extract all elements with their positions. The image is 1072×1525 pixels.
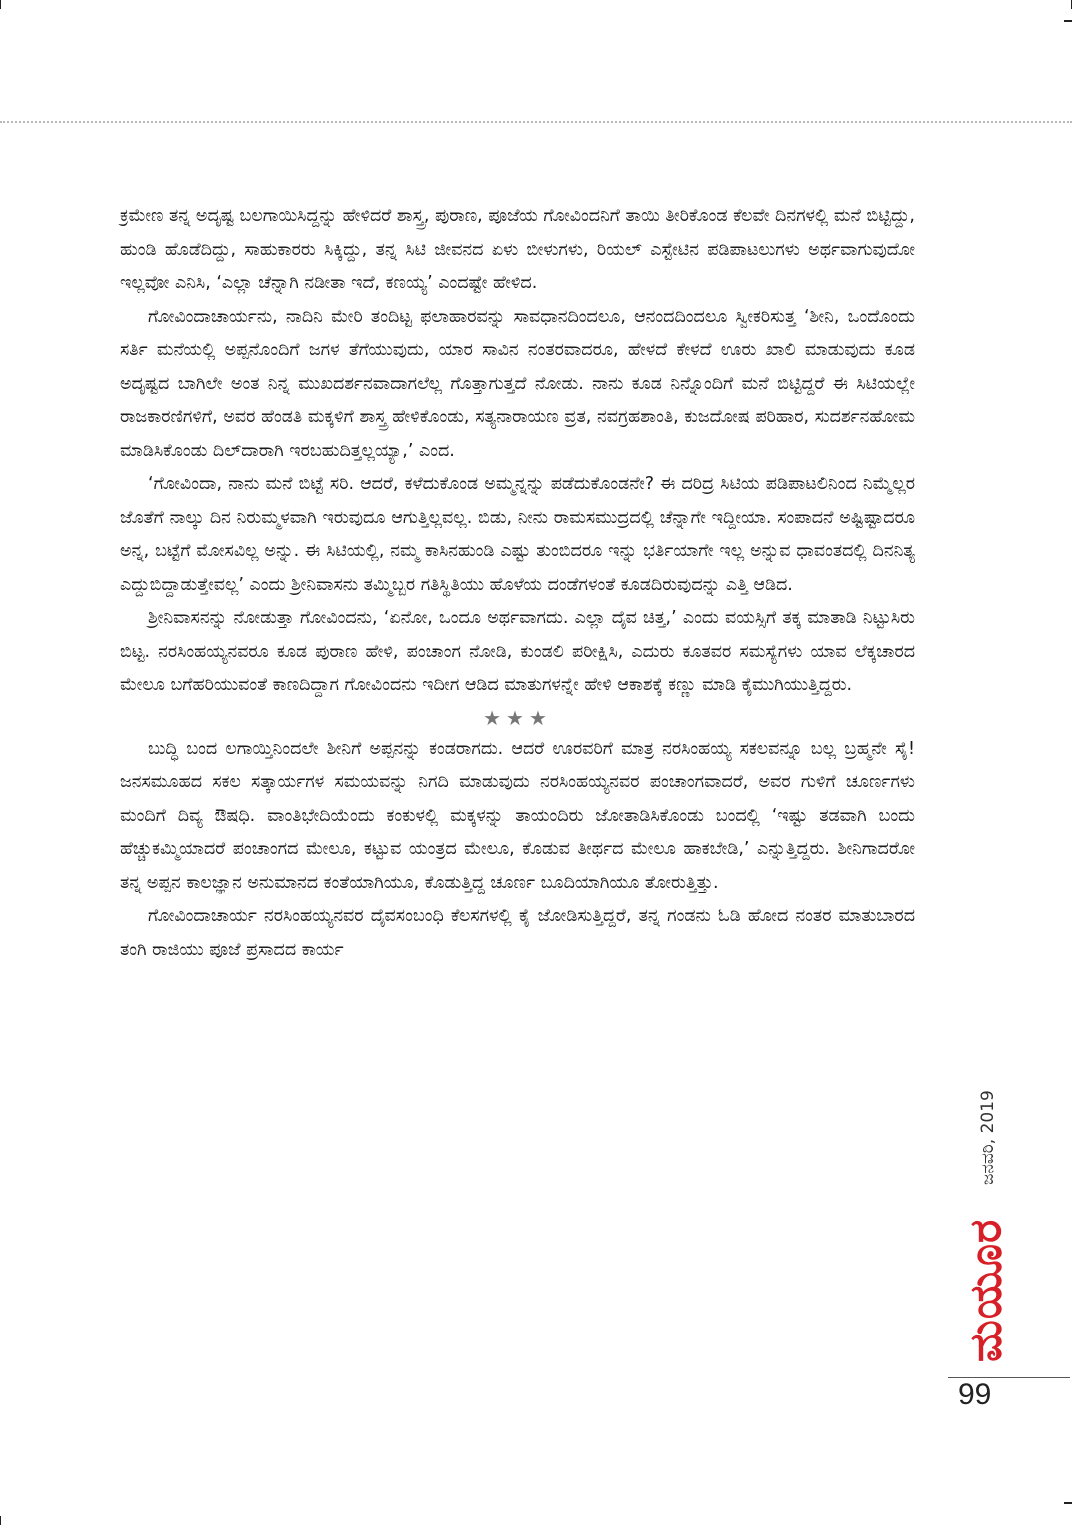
paragraph-3: ‘ಗೋವಿಂದಾ, ನಾನು ಮನೆ ಬಿಟ್ಟೆ ಸರಿ. ಆದರೆ, ಕಳೆದುಕೊಂಡ ಅಮ್ಮನ್ನನ್ನು ಪಡೆದುಕೊಂಡನೇ? ಈ ದರಿದ್ರ ಸಿಟಿಯ ಪಡಿಪಾಟಲಿನಿಂದ ನಿಮ್ಮೆಲ್ಲರ ಜೊತೆಗೆ ನಾಲ್ಕು ದಿನ ನಿರುಮ್ಮಳವಾಗಿ ಇರುವುದೂ ಆಗುತ್ತಿಲ್ಲವಲ್ಲ. ಬಿಡು, ನೀನು ರಾಮಸಮುದ್ರದಲ್ಲಿ ಚೆನ್ನಾಗೇ ಇದ್ದೀಯಾ. ಸಂಪಾದನೆ ಅಷ್ಟಿಷ್ಟಾದರೂ ಅನ್ನ, ಬಟ್ಟೆಗೆ ಮೋಸವಿಲ್ಲ ಅನ್ನು. ಈ ಸಿಟಿಯಲ್ಲಿ, ನಮ್ಮ ಕಾಸಿನಹುಂಡಿ ಎಷ್ಟು ತುಂಬಿದರೂ ಇನ್ನು ಭರ್ತಿಯಾಗೇ ಇಲ್ಲ ಅನ್ನುವ ಧಾವಂತದಲ್ಲಿ ದಿನನಿತ್ಯ ಎದ್ದುಬಿದ್ದಾಡುತ್ತೇವಲ್ಲ’ ಎಂದು ಶ್ರೀನಿವಾಸನು ತಮ್ಮಿಬ್ಬರ ಗತಿಸ್ಥಿತಿಯು ಹೊಳೆಯ ದಂಡೆಗಳಂತೆ ಕೂಡದಿರುವುದನ್ನು ಎತ್ತಿ ಆಡಿದ. [120,474,915,595]
section-separator: ★★★ [483,705,552,730]
page-number: 99 [958,1378,992,1411]
article-body [120,200,915,967]
crop-mark-top-left [0,0,1,9]
issue-date: ಜನವರಿ, 2019 [978,1090,998,1185]
crop-mark-right-lower [1064,1502,1072,1504]
dotted-rule [0,121,1072,123]
crop-mark-right-upper [1064,20,1072,22]
paragraph-4: ಶ್ರೀನಿವಾಸನನ್ನು ನೋಡುತ್ತಾ ಗೋವಿಂದನು, ‘ಏನೋ, ಒಂದೂ ಅರ್ಥವಾಗದು. ಎಲ್ಲಾ ದೈವ ಚಿತ್ತ,’ ಎಂದು ವಯಸ್ಸಿಗೆ ತಕ್ಕ ಮಾತಾಡಿ ನಿಟ್ಟುಸಿರು ಬಿಟ್ಟ. ನರಸಿಂಹಯ್ಯನವರೂ ಕೂಡ ಪುರಾಣ ಹೇಳಿ, ಪಂಚಾಂಗ ನೋಡಿ, ಕುಂಡಲಿ ಪರೀಕ್ಷಿಸಿ, ಎದುರು ಕೂತವರ ಸಮಸ್ಯೆಗಳು ಯಾವ ಲೆಕ್ಕಚಾರದ ಮೇಲೂ ಬಗೆಹರಿಯುವಂತೆ ಕಾಣದಿದ್ದಾಗ ಗೋವಿಂದನು ಇದೀಗ ಆಡಿದ ಮಾತುಗಳನ್ನೇ ಹೇಳಿ ಆಕಾಶಕ್ಕೆ ಕಣ್ಣು ಮಾಡಿ ಕೈಮುಗಿಯುತ್ತಿದ್ದರು. [120,608,915,695]
paragraph-6: ಗೋವಿಂದಾಚಾರ್ಯ ನರಸಿಂಹಯ್ಯನವರ ದೈವಸಂಬಂಧಿ ಕೆಲಸಗಳಲ್ಲಿ ಕೈ ಜೋಡಿಸುತ್ತಿದ್ದರೆ, ತನ್ನ ಗಂಡನು ಓಡಿ ಹೋದ ನಂತರ ಮಾತುಬಾರದ ತಂಗಿ ರಾಜಿಯು ಪೂಜೆ ಪ್ರಸಾದದ ಕಾರ್ಯ [120,906,915,960]
crop-mark-bottom-left [0,1516,1,1525]
magazine-logo: ಮಯೂರ [960,1218,1012,1362]
paragraph-5: ಬುದ್ಧಿ ಬಂದ ಲಗಾಯ್ತಿನಿಂದಲೇ ಶೀನಿಗೆ ಅಪ್ಪನನ್ನು ಕಂಡರಾಗದು. ಆದರೆ ಊರವರಿಗೆ ಮಾತ್ರ ನರಸಿಂಹಯ್ಯ ಸಕಲವನ್ನೂ ಬಲ್ಲ ಬ್ರಹ್ಮನೇ ಸೈ! ಜನಸಮೂಹದ ಸಕಲ ಸತ್ಕಾರ್ಯಗಳ ಸಮಯವನ್ನು ನಿಗದಿ ಮಾಡುವುದು ನರಸಿಂಹಯ್ಯನವರ ಪಂಚಾಂಗವಾದರೆ, ಅವರ ಗುಳಿಗೆ ಚೂರ್ಣಗಳು ಮಂದಿಗೆ ದಿವ್ಯ ಔಷಧಿ. ವಾಂತಿಭೇದಿಯೆಂದು ಕಂಕುಳಲ್ಲಿ ಮಕ್ಕಳನ್ನು ತಾಯಂದಿರು ಜೋತಾಡಿಸಿಕೊಂಡು ಬಂದಲ್ಲಿ ‘ಇಷ್ಟು ತಡವಾಗಿ ಬಂದು ಹೆಚ್ಚುಕಮ್ಮಿಯಾದರೆ ಪಂಚಾಂಗದ ಮೇಲೂ, ಕಟ್ಟುವ ಯಂತ್ರದ ಮೇಲೂ, ಕೊಡುವ ತೀರ್ಥದ ಮೇಲೂ ಹಾಕಬೇಡಿ,’ ಎನ್ನುತ್ತಿದ್ದರು. ಶೀನಿಗಾದರೋ ತನ್ನ ಅಪ್ಪನ ಕಾಲಜ್ಞಾನ ಅನುಮಾನದ ಕಂತೆಯಾಗಿಯೂ, ಕೊಡುತ್ತಿದ್ದ ಚೂರ್ಣ ಬೂದಿಯಾಗಿಯೂ ತೋರುತ್ತಿತ್ತು. [120,738,915,893]
paragraph-1: ಕ್ರಮೇಣ ತನ್ನ ಅದೃಷ್ಟ ಬಲಗಾಯಿಸಿದ್ದನ್ನು ಹೇಳಿದರೆ ಶಾಸ್ತ್ರ, ಪುರಾಣ, ಪೂಜೆಯ ಗೋವಿಂದನಿಗೆ ತಾಯಿ ತೀರಿಕೊಂಡ ಕೆಲವೇ ದಿನಗಳಲ್ಲಿ ಮನೆ ಬಿಟ್ಟಿದ್ದು, ಹುಂಡಿ ಹೊಡೆದಿದ್ದು, ಸಾಹುಕಾರರು ಸಿಕ್ಕಿದ್ದು, ತನ್ನ ಸಿಟಿ ಜೀವನದ ಏಳು ಬೀಳುಗಳು, ರಿಯಲ್ ಎಸ್ಟೇಟಿನ ಪಡಿಪಾಟಲುಗಳು ಅರ್ಥವಾಗುವುದೋ ಇಲ್ಲವೋ ಎನಿಸಿ, ‘ಎಲ್ಲಾ ಚೆನ್ನಾಗಿ ನಡೀತಾ ಇದೆ, ಕಣಯ್ಯ’ ಎಂದಷ್ಟೇ ಹೇಳಿದ. [120,206,915,293]
paragraph-2: ಗೋವಿಂದಾಚಾರ್ಯನು, ನಾದಿನಿ ಮೇರಿ ತಂದಿಟ್ಟ ಫಲಾಹಾರವನ್ನು ಸಾವಧಾನದಿಂದಲೂ, ಆನಂದದಿಂದಲೂ ಸ್ವೀಕರಿಸುತ್ತ ‘ಶೀನಿ, ಒಂದೊಂದು ಸರ್ತಿ ಮನೆಯಲ್ಲಿ ಅಪ್ಪನೊಂದಿಗೆ ಜಗಳ ತೆಗೆಯುವುದು, ಯಾರ ಸಾವಿನ ನಂತರವಾದರೂ, ಹೇಳದೆ ಕೇಳದೆ ಊರು ಖಾಲಿ ಮಾಡುವುದು ಕೂಡ ಅದೃಷ್ಟದ ಬಾಗಿಲೇ ಅಂತ ನಿನ್ನ ಮುಖದರ್ಶನವಾದಾಗಲೆಲ್ಲ ಗೊತ್ತಾಗುತ್ತದೆ ನೋಡು. ನಾನು ಕೂಡ ನಿನ್ನೊಂದಿಗೆ ಮನೆ ಬಿಟ್ಟಿದ್ದರೆ ಈ ಸಿಟಿಯಲ್ಲೇ ರಾಜಕಾರಣಿಗಳಿಗೆ, ಅವರ ಹೆಂಡತಿ ಮಕ್ಕಳಿಗೆ ಶಾಸ್ತ್ರ ಹೇಳಿಕೊಂಡು, ಸತ್ಯನಾರಾಯಣ ವ್ರತ, ನವಗ್ರಹಶಾಂತಿ, ಕುಜದೋಷ ಪರಿಹಾರ, ಸುದರ್ಶನಹೋಮ ಮಾಡಿಸಿಕೊಂಡು ದಿಲ್‌ದಾರಾಗಿ ಇರಬಹುದಿತ್ತಲ್ಲಯ್ಯಾ,’ ಎಂದ. [120,306,915,461]
